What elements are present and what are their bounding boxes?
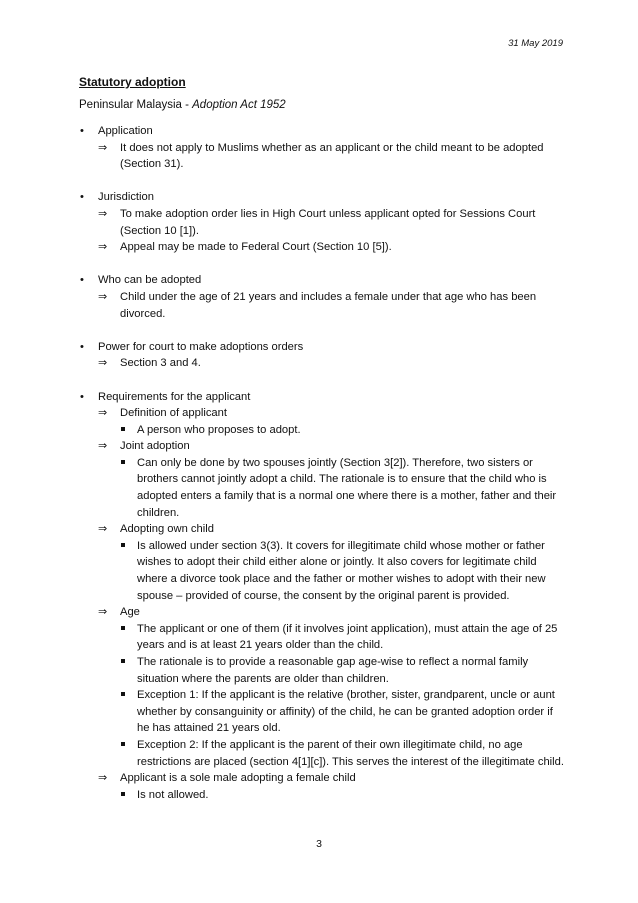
- double-arrow-icon: ⇒: [98, 357, 108, 370]
- square-bullet-icon: [121, 460, 125, 464]
- arrow-item-text: Child under the age of 21 years and includes a female under that age who has been divorced.: [120, 290, 537, 320]
- double-arrow-icon: ⇒: [98, 290, 108, 303]
- bullet-dot-icon: •: [80, 390, 84, 403]
- square-bullet-item: [79, 621, 567, 654]
- square-bullet-text: Is allowed under section 3(3). It covers for illegitimate child whose mother or father wishes to adopt their child either alone or jointly. It also covers for legitimate child where a divorce took place and the father or mother wishes to adopt with their new spouse – provided of course, the consent by the original parent is provided.: [137, 539, 546, 602]
- bullet-item: [79, 272, 567, 289]
- jurisdiction-label: Peninsular Malaysia -: [79, 99, 193, 111]
- arrow-item: [79, 289, 567, 322]
- square-bullet-icon: [121, 626, 125, 630]
- arrow-item: [79, 140, 567, 173]
- bullet-text: Who can be adopted: [98, 274, 202, 287]
- document-date: 31 May 2019: [508, 38, 563, 49]
- double-arrow-icon: ⇒: [98, 407, 108, 420]
- square-bullet-text: Is not allowed.: [137, 788, 209, 801]
- arrow-item-text: To make adoption order lies in High Court unless applicant opted for Sessions Court (Section 10 [1]).: [120, 207, 536, 237]
- square-bullet-icon: [121, 543, 125, 547]
- arrow-item: [79, 770, 567, 787]
- bullet-dot-icon: •: [80, 340, 84, 353]
- arrow-item-text: It does not apply to Muslims whether as an applicant or the child meant to be adopted (Section 31).: [120, 141, 544, 171]
- double-arrow-icon: ⇒: [98, 207, 108, 220]
- square-bullet-text: Exception 2: If the applicant is the parent of their own illegitimate child, no age restrictions are placed (section 4[1][c]). This serves the interest of the illegitimate child.: [137, 738, 564, 768]
- square-bullet-icon: [121, 659, 125, 663]
- arrow-item: [79, 604, 567, 621]
- square-bullet-text: Can only be done by two spouses jointly (Section 3[2]). Therefore, two sisters or brothers cannot jointly adopt a child. The rationale is to ensure that the child who is adopted enters a family that is a normal one where there is a mother, father and their children.: [137, 456, 557, 519]
- arrow-item-text: Joint adoption: [120, 440, 190, 453]
- square-bullet-text: A person who proposes to adopt.: [137, 423, 301, 436]
- bullet-text: Application: [98, 125, 153, 137]
- subheading: [79, 99, 286, 111]
- double-arrow-icon: ⇒: [98, 141, 108, 154]
- arrow-item: [79, 405, 567, 422]
- bullet-dot-icon: •: [80, 125, 84, 137]
- arrow-item: [79, 206, 567, 239]
- square-bullet-item: [79, 538, 567, 604]
- arrow-item: [79, 239, 567, 256]
- arrow-item-text: Applicant is a sole male adopting a female child: [120, 772, 356, 785]
- square-bullet-icon: [121, 742, 125, 746]
- double-arrow-icon: ⇒: [98, 523, 108, 536]
- bullet-text: Power for court to make adoptions orders: [98, 340, 304, 353]
- section-heading: Statutory adoption: [79, 75, 186, 89]
- double-arrow-icon: ⇒: [98, 772, 108, 785]
- square-bullet-text: Exception 1: If the applicant is the relative (brother, sister, grandparent, uncle or aunt whether by consanguinity or affinity) of the child, he can be granted adoption order if he has attained 21 years old.: [137, 689, 555, 735]
- arrow-item-text: Definition of applicant: [120, 407, 227, 420]
- section-block: [79, 123, 567, 173]
- double-arrow-icon: ⇒: [98, 606, 108, 619]
- arrow-item-text: Adopting own child: [120, 523, 214, 536]
- arrow-item-text: Age: [120, 606, 140, 619]
- act-title: Adoption Act 1952: [192, 99, 286, 111]
- double-arrow-icon: ⇒: [98, 440, 108, 453]
- document-body: [79, 123, 567, 820]
- bullet-text: Jurisdiction: [98, 191, 154, 204]
- section-block: [79, 339, 567, 372]
- bullet-item: [79, 389, 567, 406]
- square-bullet-item: [79, 654, 567, 687]
- square-bullet-text: The applicant or one of them (if it involves joint application), must attain the age of 25 years and is at least 21 years older than the child.: [137, 622, 558, 652]
- square-bullet-item: [79, 455, 567, 521]
- square-bullet-icon: [121, 427, 125, 431]
- section-block: [79, 272, 567, 322]
- square-bullet-icon: [121, 792, 125, 796]
- bullet-dot-icon: •: [80, 191, 84, 204]
- section-block: [79, 389, 567, 804]
- section-block: [79, 189, 567, 255]
- bullet-item: [79, 189, 567, 206]
- square-bullet-item: [79, 737, 567, 770]
- bullet-item: [79, 123, 567, 140]
- bullet-item: [79, 339, 567, 356]
- square-bullet-item: [79, 787, 567, 804]
- page-number: 3: [316, 838, 322, 850]
- square-bullet-item: [79, 687, 567, 737]
- arrow-item: [79, 355, 567, 372]
- arrow-item: [79, 521, 567, 538]
- arrow-item: [79, 438, 567, 455]
- bullet-dot-icon: •: [80, 274, 84, 287]
- square-bullet-icon: [121, 692, 125, 696]
- arrow-item-text: Appeal may be made to Federal Court (Section 10 [5]).: [120, 241, 392, 254]
- square-bullet-text: The rationale is to provide a reasonable gap age-wise to reflect a normal family situation where the parents are older than children.: [137, 656, 529, 685]
- arrow-item-text: Section 3 and 4.: [120, 357, 201, 370]
- double-arrow-icon: ⇒: [98, 241, 108, 254]
- square-bullet-item: [79, 422, 567, 439]
- bullet-text: Requirements for the applicant: [98, 390, 251, 403]
